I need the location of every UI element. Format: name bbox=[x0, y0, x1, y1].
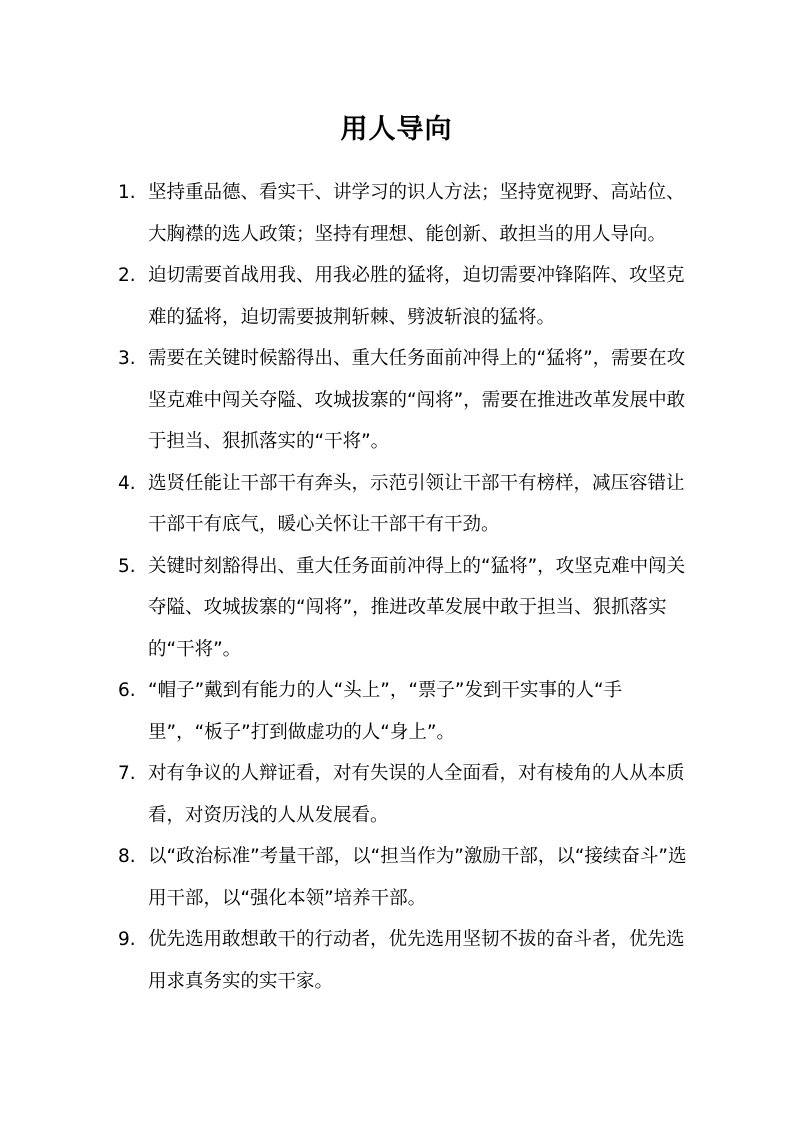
list-item bbox=[118, 836, 688, 919]
list-item-number: 3. bbox=[118, 348, 136, 369]
list-item-text: “帽子”戴到有能力的人“头上”，“票子”发到干实事的人“手里”，“板子”打到做虚功的人“身上”。 bbox=[148, 680, 623, 743]
list-item-number: 6. bbox=[118, 680, 136, 701]
list-item-number: 7. bbox=[118, 763, 136, 784]
list-item-number: 2. bbox=[118, 265, 136, 286]
list-item-number: 4. bbox=[118, 472, 136, 494]
page-title: 用人导向 bbox=[340, 114, 453, 145]
list-item bbox=[118, 753, 688, 836]
list-item-text: 坚持重品德、看实干、讲学习的识人方法；坚持宽视野、高站位、大胸襟的选人政策；坚持有理想、能创新、敢担当的用人导向。 bbox=[148, 182, 685, 245]
list-item bbox=[118, 172, 688, 255]
list-item-number: 1. bbox=[118, 182, 136, 203]
list-item-number: 9. bbox=[118, 929, 136, 950]
guideline-list bbox=[118, 172, 688, 1002]
list-item-text: 对有争议的人辩证看，对有失误的人全面看，对有棱角的人从本质看，对资历浅的人从发展看。 bbox=[148, 763, 685, 826]
list-item-text: 需要在关键时候豁得出、重大任务面前冲得上的“猛将”，需要在攻坚克难中闯关夺隘、攻城拔寨的“闯将”，需要在推进改革发展中敢于担当、狠抓落实的“干将”。 bbox=[148, 348, 686, 452]
list-item bbox=[118, 463, 688, 546]
list-item-number: 8. bbox=[118, 846, 136, 867]
list-item bbox=[118, 338, 688, 463]
list-item-text: 选贤任能让干部干有奔头，示范引领让干部干有榜样，减压容错让干部干有底气，暖心关怀让干部干有干劲。 bbox=[148, 472, 685, 535]
list-item-text: 关键时刻豁得出、重大任务面前冲得上的“猛将”，攻坚克难中闯关夺隘、攻城拔寨的“闯将”，推进改革发展中敢于担当、狠抓落实的“干将”。 bbox=[148, 555, 686, 660]
list-item bbox=[118, 546, 688, 671]
list-item-text: 迫切需要首战用我、用我必胜的猛将，迫切需要冲锋陷阵、攻坚克难的猛将，迫切需要披荆斩棘、劈波斩浪的猛将。 bbox=[148, 265, 685, 328]
list-item-text: 以“政治标准”考量干部，以“担当作为”激励干部，以“接续奋斗”选用干部，以“强化本领”培养干部。 bbox=[148, 846, 687, 909]
list-item bbox=[118, 670, 688, 753]
list-item-number: 5. bbox=[118, 555, 136, 577]
list-item bbox=[118, 255, 688, 338]
list-item bbox=[118, 919, 688, 1002]
list-item-text: 优先选用敢想敢干的行动者，优先选用坚韧不拔的奋斗者，优先选用求真务实的实干家。 bbox=[148, 929, 685, 992]
